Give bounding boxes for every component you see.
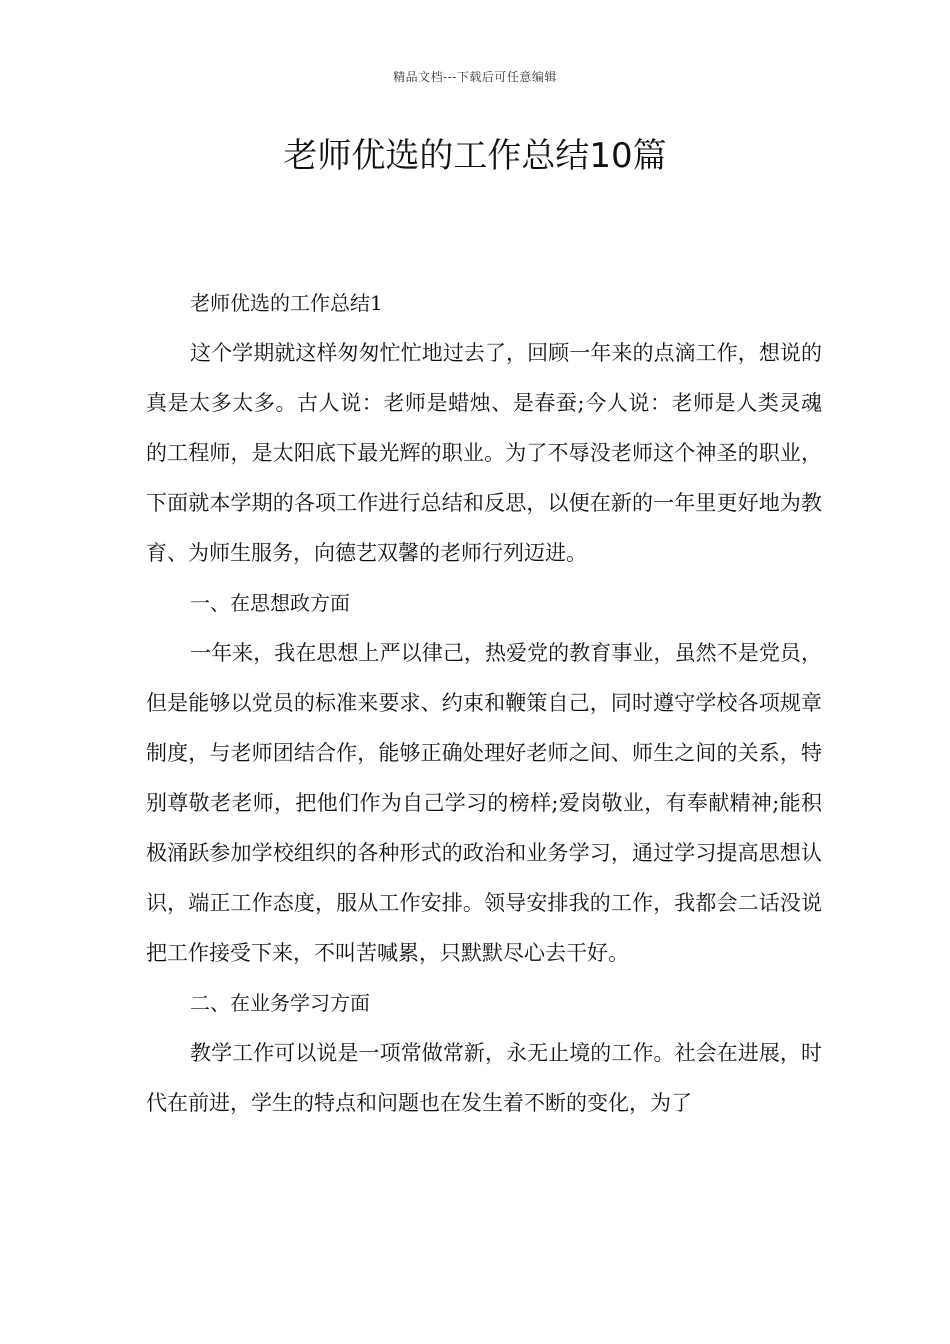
heading-professional-study: 二、在业务学习方面	[190, 991, 370, 1015]
paragraph-professional-study: 教学工作可以说是一项常做常新，永无止境的工作。社会在进展，时代在前进，学生的特点和问题也在发生着不断的变化，为了	[146, 1041, 822, 1115]
section-title: 老师优选的工作总结1	[190, 291, 383, 315]
document-title: 老师优选的工作总结10篇	[283, 136, 667, 176]
intro-paragraph: 这个学期就这样匆匆忙忙地过去了，回顾一年来的点滴工作，想说的真是太多太多。古人说：老师是蜡烛、是春蚕;今人说：老师是人类灵魂的工程师，是太阳底下最光辉的职业。为了不辱没老师这个神圣的职业，下面就本学期的各项工作进行总结和反思，以便在新的一年里更好地为教育、为师生服务，向德艺双馨的老师行列迈进。	[146, 341, 822, 565]
header-note: 精品文档---下载后可任意编辑	[393, 70, 557, 84]
paragraph-ideology: 一年来，我在思想上严以律己，热爱党的教育事业，虽然不是党员，但是能够以党员的标准来要求、约束和鞭策自己，同时遵守学校各项规章制度，与老师团结合作，能够正确处理好老师之间、师生之间的关系，特别尊敬老老师，把他们作为自己学习的榜样;爱岗敬业，有奉献精神;能积极涌跃参加学校组织的各种形式的政治和业务学习，通过学习提高思想认识，端正工作态度，服从工作安排。领导安排我的工作，我都会二话没说把工作接受下来，不叫苦喊累，只默默尽心去干好。	[146, 641, 822, 965]
document-body	[146, 278, 822, 1128]
heading-ideology: 一、在思想政方面	[190, 591, 350, 615]
